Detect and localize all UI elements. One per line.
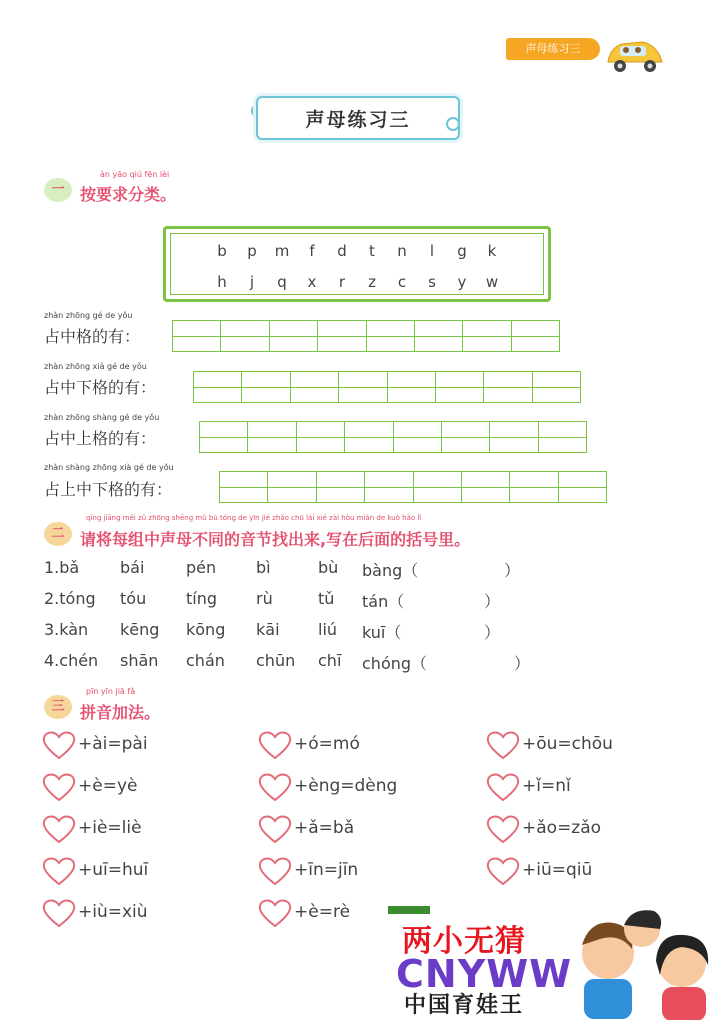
answer-bracket-close: ）: [484, 592, 501, 611]
writing-grid-3[interactable]: [199, 421, 587, 453]
letter: s: [428, 273, 436, 291]
equation-text: +iè=liè: [78, 818, 142, 838]
letter: b: [217, 242, 227, 260]
title-dot-right: [446, 117, 460, 131]
syllable: kōng: [186, 620, 226, 639]
letter: t: [369, 242, 375, 260]
syllable: chī: [318, 651, 342, 670]
section1-badge: 一: [44, 178, 72, 202]
writing-grid-2[interactable]: [193, 371, 581, 403]
heart-blank-icon[interactable]: [258, 730, 292, 760]
syllable: bì: [256, 558, 271, 577]
writing-grid-1[interactable]: [172, 320, 560, 352]
section3-badge: 三: [44, 695, 72, 719]
heart-blank-icon[interactable]: [42, 856, 76, 886]
syllable: tíng: [186, 589, 218, 608]
answer-bracket-open: tán（: [362, 592, 405, 611]
letter: w: [485, 273, 499, 291]
letter: m: [274, 242, 290, 260]
letter: d: [337, 242, 347, 260]
equation-text: +uī=huī: [78, 860, 149, 880]
letter: k: [487, 242, 497, 260]
answer-blank[interactable]: [414, 620, 484, 640]
equation-text: +ǎ=bǎ: [294, 818, 355, 838]
letter: l: [429, 242, 435, 260]
heart-blank-icon[interactable]: [258, 772, 292, 802]
equation-text: +ài=pài: [78, 734, 148, 754]
letter: x: [307, 273, 317, 291]
classify-label-1: 占中格的有：: [44, 327, 141, 346]
answer-blank[interactable]: [414, 558, 484, 578]
section2-pinyin: qǐng jiāng měi zǔ zhōng shēng mǔ bù tóng de yīn jié zhǎo chū lái xiě zài hòu miàn de kuò hào lǐ: [86, 514, 422, 522]
heart-blank-icon[interactable]: [42, 898, 76, 928]
letter: q: [277, 273, 287, 291]
watermark-line-2: CNYWW: [396, 952, 573, 996]
letters-box: [163, 226, 551, 302]
syllable: bái: [120, 558, 145, 577]
page-title: 声母练习三: [305, 109, 411, 131]
equation-text: +iū=qiū: [522, 860, 593, 880]
watermark-line-1: 两小无猜: [402, 924, 526, 959]
car-icon: [604, 32, 666, 76]
syllable: tóu: [120, 589, 147, 608]
heart-blank-icon[interactable]: [42, 730, 76, 760]
classify-pinyin-1: zhàn zhōng gé de yǒu: [44, 311, 133, 320]
equation-text: +èng=dèng: [294, 776, 398, 796]
section1-heading: 按要求分类。: [80, 185, 177, 204]
heart-blank-icon[interactable]: [486, 814, 520, 844]
letter: y: [457, 273, 467, 291]
syllable: chūn: [256, 651, 296, 670]
equation-text: +īn=jīn: [294, 860, 359, 880]
classify-pinyin-4: zhàn shàng zhōng xià gé de yǒu: [44, 463, 174, 472]
answer-bracket-open: chóng（: [362, 654, 428, 673]
syllable: chán: [186, 651, 225, 670]
syllable: tǔ: [318, 589, 335, 608]
heart-blank-icon[interactable]: [42, 814, 76, 844]
classify-label-3: 占中上格的有：: [44, 429, 157, 448]
letter: p: [247, 242, 257, 260]
syllable: rù: [256, 589, 273, 608]
answer-bracket-close: ）: [484, 623, 501, 642]
answer-bracket-close: ）: [504, 561, 521, 580]
syllable: 3.kàn: [44, 620, 89, 639]
answer-bracket-open: kuī（: [362, 623, 402, 642]
section3-pinyin: pīn yīn jiā fǎ: [86, 687, 136, 696]
watermark-bar: [388, 906, 430, 914]
letter: r: [338, 273, 346, 291]
letters-row-1: [171, 242, 543, 260]
equation-text: +è=rè: [294, 902, 351, 922]
classify-label-4: 占上中下格的有：: [44, 480, 173, 499]
equation-text: +è=yè: [78, 776, 138, 796]
letter: j: [249, 273, 255, 291]
section3-heading: 拼音加法。: [80, 703, 161, 722]
equation-text: +iù=xiù: [78, 902, 148, 922]
equation-text: +ǎo=zǎo: [522, 818, 602, 838]
classify-label-2: 占中下格的有：: [44, 378, 157, 397]
syllable: pén: [186, 558, 217, 577]
syllable: 1.bǎ: [44, 558, 80, 577]
writing-grid-4[interactable]: [219, 471, 607, 503]
syllable: liú: [318, 620, 338, 639]
equation-text: +ōu=chōu: [522, 734, 613, 754]
classify-pinyin-3: zhàn zhōng shàng gé de yǒu: [44, 413, 160, 422]
equation-grid: [42, 730, 682, 930]
letter: f: [309, 242, 315, 260]
equation-text: +ó=mó: [294, 734, 360, 754]
answer-blank[interactable]: [444, 651, 516, 671]
heart-blank-icon[interactable]: [486, 730, 520, 760]
section1-pinyin: àn yāo qiú fēn lèi: [100, 170, 170, 179]
section2-heading: 请将每组中声母不同的音节找出来,写在后面的括号里。: [80, 530, 471, 549]
answer-bracket-open: bàng（: [362, 561, 419, 580]
equation-text: +ǐ=nǐ: [522, 776, 571, 796]
syllable: bù: [318, 558, 339, 577]
section2-badge: 二: [44, 522, 72, 546]
heart-blank-icon[interactable]: [258, 898, 292, 928]
syllable: shān: [120, 651, 159, 670]
classify-pinyin-2: zhàn zhōng xià gé de yǒu: [44, 362, 147, 371]
syllable: 4.chén: [44, 651, 99, 670]
watermark-line-3: 中国育娃王: [404, 993, 525, 1018]
heart-blank-icon[interactable]: [42, 772, 76, 802]
heart-blank-icon[interactable]: [486, 856, 520, 886]
heart-blank-icon[interactable]: [258, 856, 292, 886]
heart-blank-icon[interactable]: [486, 772, 520, 802]
letter: z: [368, 273, 376, 291]
syllable: 2.tóng: [44, 589, 96, 608]
letter: h: [217, 273, 227, 291]
letters-row-2: [171, 273, 543, 291]
header-tab: 声母练习三: [506, 38, 600, 60]
cartoon-kids-illustration: [570, 905, 720, 1020]
letter: n: [397, 242, 407, 260]
heart-blank-icon[interactable]: [258, 814, 292, 844]
syllable: kēng: [120, 620, 160, 639]
letter: g: [457, 242, 467, 260]
title-box: [256, 96, 460, 140]
syllable: kāi: [256, 620, 280, 639]
answer-bracket-close: ）: [514, 654, 531, 673]
letter: c: [397, 273, 407, 291]
answer-blank[interactable]: [414, 589, 484, 609]
